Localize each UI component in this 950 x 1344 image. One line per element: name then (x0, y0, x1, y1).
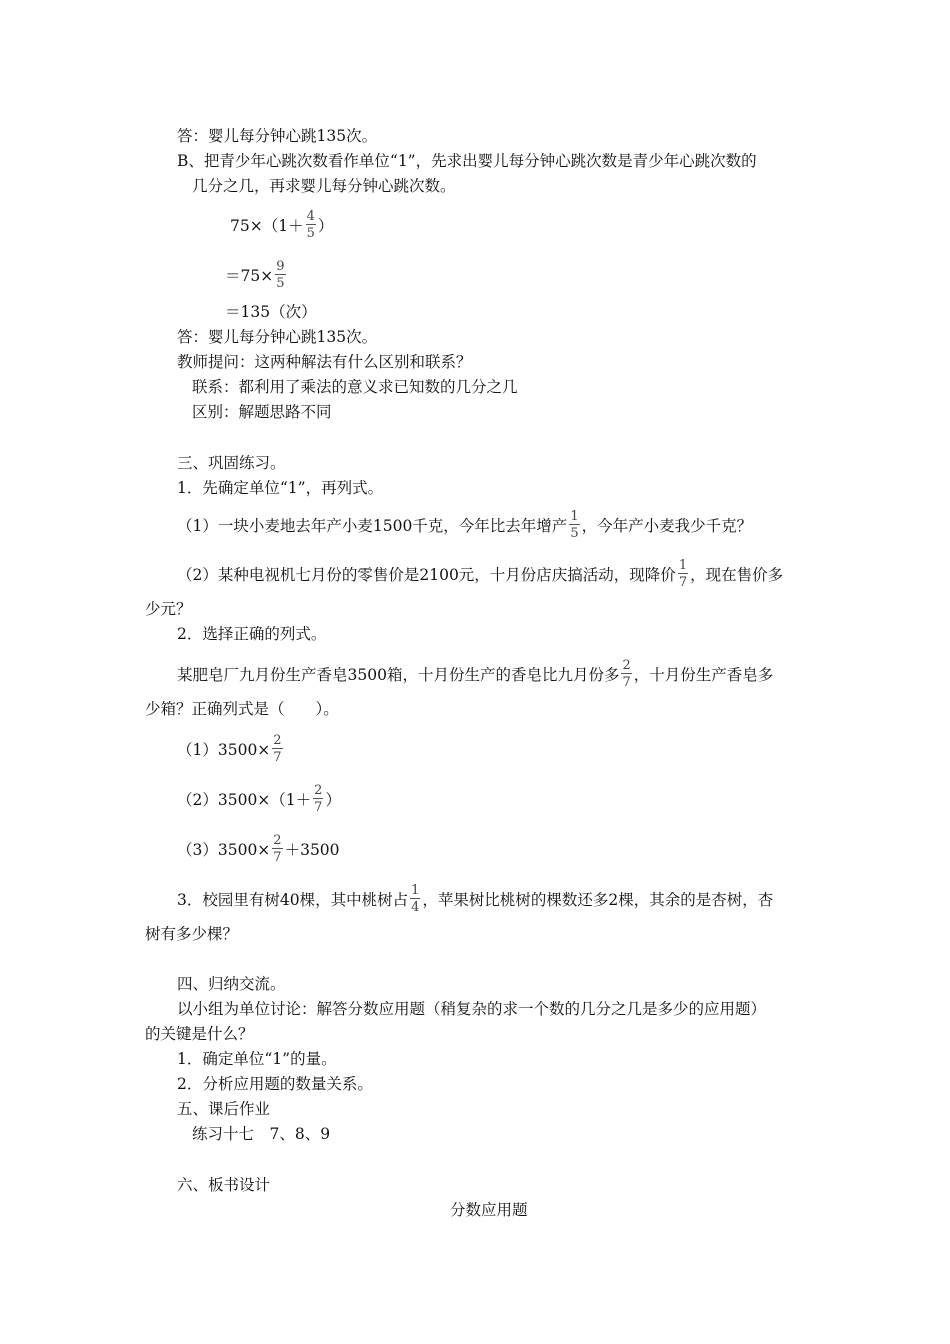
option-3-text-b: ＋3500 (284, 841, 340, 859)
fraction-1-4: $\frac{1}{4}$ (411, 883, 420, 915)
exercise-2-question-cont: 少箱？正确列式是（ ）。 (145, 700, 339, 718)
exercise-1-1-text-b: ，今年产小麦我少千克？ (581, 517, 753, 535)
answer-line-1: 答：婴儿每分钟心跳135次。 (177, 127, 378, 145)
section-4-heading: 四、归纳交流。 (177, 975, 286, 993)
connection-line: 联系：都利用了乘法的意义求已知数的几分之几 (192, 378, 518, 396)
option-1 (177, 733, 285, 766)
method-b-line-2: 几分之几，再求婴儿每分钟心跳次数。 (192, 177, 456, 195)
section-6-heading: 六、板书设计 (177, 1176, 271, 1194)
fraction-2-7: $\frac{2}{7}$ (273, 833, 282, 865)
exercise-1-2-text-b: ，现在售价多 (690, 566, 784, 584)
exercise-1-1-text-a: （1）一块小麦地去年产小麦1500千克，今年比去年增产 (177, 517, 568, 535)
option-2 (177, 783, 341, 816)
key-point-1: 1．确定单位“1”的量。 (177, 1050, 337, 1068)
option-3 (177, 833, 340, 866)
section-5-heading: 五、课后作业 (177, 1100, 271, 1118)
option-2-text-a: （2）3500×（1＋ (177, 791, 312, 809)
exercise-3-text-b: ，苹果树比桃树的棵数还多2棵，其余的是杏树，杏 (422, 891, 774, 909)
homework-line: 练习十七 7、8、9 (192, 1125, 331, 1143)
exercise-2-text-a: 某肥皂厂九月份生产香皂3500箱，十月份生产的香皂比九月份多 (177, 666, 620, 684)
discussion-line-2: 的关键是什么？ (145, 1025, 254, 1043)
fraction-4-5: $\frac{4}{5}$ (306, 209, 315, 241)
fraction-1-5: $\frac{1}{5}$ (570, 509, 579, 541)
key-point-2: 2．分析应用题的数量关系。 (177, 1075, 373, 1093)
option-3-text-a: （3）3500× (177, 841, 271, 859)
calc-step-1-text-b: ） (317, 217, 334, 235)
calc-step-3: ＝135（次） (225, 303, 317, 321)
calc-step-1 (230, 209, 334, 242)
exercise-1-1 (177, 509, 753, 542)
fraction-9-5: $\frac{9}{5}$ (276, 259, 285, 291)
exercise-1-2-cont: 少元？ (145, 600, 192, 618)
board-title: 分数应用题 (450, 1201, 528, 1219)
section-3-heading: 三、巩固练习。 (177, 454, 286, 472)
exercise-3 (177, 883, 774, 916)
calc-step-2 (225, 259, 288, 292)
calc-step-2-text: ＝75× (225, 267, 274, 285)
option-1-text: （1）3500× (177, 741, 271, 759)
exercise-3-text-a: 3．校园里有树40棵，其中桃树占 (177, 891, 409, 909)
option-2-text-b: ） (325, 791, 341, 809)
exercise-3-cont: 树有多少棵？ (145, 925, 239, 943)
exercise-1-heading: 1．先确定单位“1”，再列式。 (177, 479, 384, 497)
difference-line: 区别：解题思路不同 (192, 403, 332, 421)
fraction-2-7: $\frac{2}{7}$ (622, 658, 631, 690)
exercise-2-text-b: ，十月份生产香皂多 (633, 666, 774, 684)
fraction-2-7: $\frac{2}{7}$ (314, 783, 323, 815)
exercise-1-2-text-a: （2）某种电视机七月份的零售价是2100元，十月份店庆搞活动，现降价 (177, 566, 676, 584)
method-b-line-1: B、把青少年心跳次数看作单位“1”，先求出婴儿每分钟心跳次数是青少年心跳次数的 (177, 152, 757, 170)
exercise-2-heading: 2．选择正确的列式。 (177, 625, 327, 643)
fraction-2-7: $\frac{2}{7}$ (273, 733, 282, 765)
teacher-question: 教师提问：这两种解法有什么区别和联系？ (177, 353, 472, 371)
answer-line-2: 答：婴儿每分钟心跳135次。 (177, 328, 378, 346)
calc-step-1-text-a: 75×（1＋ (230, 217, 304, 235)
exercise-1-2 (177, 558, 784, 591)
discussion-line-1: 以小组为单位讨论：解答分数应用题（稍复杂的求一个数的几分之几是多少的应用题） (177, 1000, 767, 1018)
fraction-1-7: $\frac{1}{7}$ (678, 558, 688, 590)
exercise-2-question (177, 658, 774, 691)
